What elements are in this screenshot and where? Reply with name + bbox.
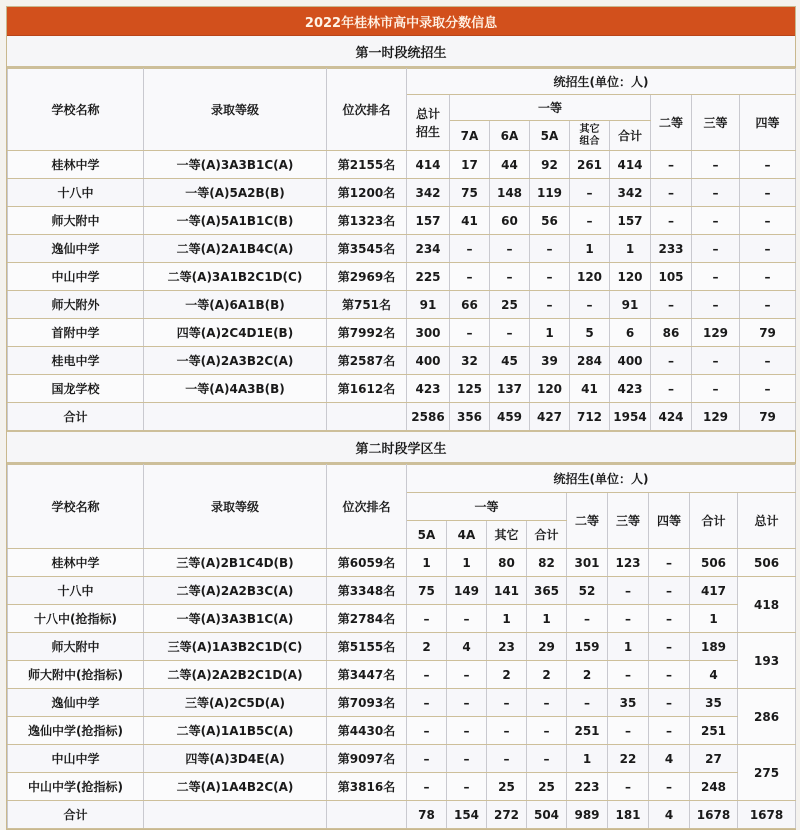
col-fourth: 四等 xyxy=(740,95,796,151)
cell: 261 xyxy=(570,151,610,179)
cell: – xyxy=(447,773,487,801)
cell: 92 xyxy=(530,151,570,179)
school-name: 桂电中学 xyxy=(8,347,144,375)
school-name: 中山中学(抢指标) xyxy=(8,773,144,801)
cell: – xyxy=(692,263,740,291)
empty-cell xyxy=(327,801,407,829)
col-school: 学校名称 xyxy=(8,69,144,151)
table-row xyxy=(8,633,796,661)
rank: 第751名 xyxy=(327,291,407,319)
grand-total-cell: 1678 xyxy=(738,801,796,829)
table-row xyxy=(8,291,796,319)
admission-level: 二等(A)1A1B5C(A) xyxy=(144,717,327,745)
rank: 第3348名 xyxy=(327,577,407,605)
cell: 248 xyxy=(690,773,738,801)
cell: 75 xyxy=(407,577,447,605)
rank: 第7992名 xyxy=(327,319,407,347)
cell: 29 xyxy=(527,633,567,661)
cell: 424 xyxy=(651,403,692,431)
cell: 79 xyxy=(740,319,796,347)
cell: 80 xyxy=(487,549,527,577)
cell: 25 xyxy=(487,773,527,801)
cell: – xyxy=(450,235,490,263)
cell: 1 xyxy=(690,605,738,633)
col-group: 统招生(单位：人) xyxy=(407,465,796,493)
col-fourth: 四等 xyxy=(649,493,690,549)
cell: 284 xyxy=(570,347,610,375)
cell: – xyxy=(649,773,690,801)
admission-level: 一等(A)3A3B1C(A) xyxy=(144,605,327,633)
cell: 120 xyxy=(610,263,651,291)
cell: 223 xyxy=(567,773,608,801)
rank: 第9097名 xyxy=(327,745,407,773)
cell: 41 xyxy=(570,375,610,403)
cell: 1678 xyxy=(690,801,738,829)
cell: – xyxy=(570,291,610,319)
school-name: 首附中学 xyxy=(8,319,144,347)
col-school: 学校名称 xyxy=(8,465,144,549)
cell: 251 xyxy=(567,717,608,745)
col-sum: 合计 xyxy=(690,493,738,549)
cell: – xyxy=(447,745,487,773)
table-row xyxy=(8,347,796,375)
school-name: 师大附外 xyxy=(8,291,144,319)
cell: – xyxy=(567,689,608,717)
cell: – xyxy=(651,207,692,235)
cell: 35 xyxy=(690,689,738,717)
totals-label: 合计 xyxy=(8,801,144,829)
table-row xyxy=(8,661,796,689)
cell: 506 xyxy=(690,549,738,577)
school-name: 国龙学校 xyxy=(8,375,144,403)
cell: 141 xyxy=(487,577,527,605)
admission-level: 一等(A)2A3B2C(A) xyxy=(144,347,327,375)
cell: – xyxy=(407,689,447,717)
cell: 4 xyxy=(649,745,690,773)
cell: – xyxy=(608,773,649,801)
cell: – xyxy=(740,235,796,263)
cell: 119 xyxy=(530,179,570,207)
col-level: 录取等级 xyxy=(144,465,327,549)
totals-row xyxy=(8,801,796,829)
admission-level: 二等(A)2A2B2C1D(A) xyxy=(144,661,327,689)
cell: 17 xyxy=(450,151,490,179)
col-third: 三等 xyxy=(608,493,649,549)
col-first: 一等 xyxy=(450,95,651,121)
cell: 1 xyxy=(567,745,608,773)
col-7a: 7A xyxy=(450,121,490,151)
cell: 120 xyxy=(570,263,610,291)
table-row xyxy=(8,207,796,235)
section2-title: 第二时段学区生 xyxy=(7,431,795,464)
cell: 25 xyxy=(527,773,567,801)
cell: – xyxy=(649,633,690,661)
cell: – xyxy=(608,577,649,605)
cell: 6 xyxy=(610,319,651,347)
cell: 417 xyxy=(690,577,738,605)
col-4a: 4A xyxy=(447,521,487,549)
rank: 第2587名 xyxy=(327,347,407,375)
table-row xyxy=(8,235,796,263)
cell: 1 xyxy=(530,319,570,347)
table-row xyxy=(8,577,796,605)
cell: – xyxy=(487,745,527,773)
col-group: 统招生(单位：人) xyxy=(407,69,796,95)
cell: – xyxy=(740,375,796,403)
col-level: 录取等级 xyxy=(144,69,327,151)
cell: 44 xyxy=(490,151,530,179)
cell: – xyxy=(567,605,608,633)
admission-level: 三等(A)1A3B2C1D(C) xyxy=(144,633,327,661)
cell: 56 xyxy=(530,207,570,235)
cell: 79 xyxy=(740,403,796,431)
col-first: 一等 xyxy=(407,493,567,521)
cell: 1 xyxy=(487,605,527,633)
admission-level: 一等(A)3A3B1C(A) xyxy=(144,151,327,179)
rank: 第1323名 xyxy=(327,207,407,235)
col-second: 二等 xyxy=(651,95,692,151)
admission-level: 三等(A)2B1C4D(B) xyxy=(144,549,327,577)
cell: 504 xyxy=(527,801,567,829)
rank: 第3447名 xyxy=(327,661,407,689)
cell: 712 xyxy=(570,403,610,431)
cell: 233 xyxy=(651,235,692,263)
admission-level: 二等(A)1A4B2C(A) xyxy=(144,773,327,801)
cell: – xyxy=(649,717,690,745)
cell: 148 xyxy=(490,179,530,207)
cell: 356 xyxy=(450,403,490,431)
cell: – xyxy=(447,689,487,717)
admission-level: 一等(A)4A3B(B) xyxy=(144,375,327,403)
cell: – xyxy=(407,605,447,633)
cell: – xyxy=(447,605,487,633)
rank: 第2784名 xyxy=(327,605,407,633)
admission-level: 三等(A)2C5D(A) xyxy=(144,689,327,717)
col-other: 其它组合 xyxy=(570,121,610,151)
col-5a: 5A xyxy=(407,521,447,549)
cell: 2 xyxy=(407,633,447,661)
cell: 1 xyxy=(610,235,651,263)
cell: – xyxy=(740,291,796,319)
cell: – xyxy=(651,291,692,319)
col-total: 总计招生 xyxy=(407,95,450,151)
table-row xyxy=(8,549,796,577)
cell: 78 xyxy=(407,801,447,829)
rank: 第6059名 xyxy=(327,549,407,577)
cell: – xyxy=(651,375,692,403)
cell: 989 xyxy=(567,801,608,829)
cell: 159 xyxy=(567,633,608,661)
grand-total-cell: 418 xyxy=(738,577,796,633)
cell: 32 xyxy=(450,347,490,375)
cell: – xyxy=(692,291,740,319)
cell: – xyxy=(530,235,570,263)
cell: – xyxy=(530,291,570,319)
cell: – xyxy=(692,375,740,403)
table-row xyxy=(8,745,796,773)
cell: – xyxy=(407,745,447,773)
cell: 41 xyxy=(450,207,490,235)
school-name: 逸仙中学 xyxy=(8,689,144,717)
cell: 154 xyxy=(447,801,487,829)
admission-level: 二等(A)2A2B3C(A) xyxy=(144,577,327,605)
cell: – xyxy=(740,347,796,375)
cell: 82 xyxy=(527,549,567,577)
table-row xyxy=(8,179,796,207)
page-title: 2022年桂林市高中录取分数信息 xyxy=(7,7,795,36)
cell: 86 xyxy=(651,319,692,347)
grand-total-cell: 286 xyxy=(738,689,796,745)
cell: – xyxy=(447,661,487,689)
cell: – xyxy=(450,263,490,291)
cell: – xyxy=(487,717,527,745)
school-name: 中山中学 xyxy=(8,745,144,773)
col-5a: 5A xyxy=(530,121,570,151)
rank: 第2969名 xyxy=(327,263,407,291)
school-name: 十八中 xyxy=(8,577,144,605)
cell: – xyxy=(608,661,649,689)
cell: 123 xyxy=(608,549,649,577)
rank: 第4430名 xyxy=(327,717,407,745)
admission-level: 一等(A)5A1B1C(B) xyxy=(144,207,327,235)
school-name: 师大附中(抢指标) xyxy=(8,661,144,689)
table-row xyxy=(8,689,796,717)
cell: 414 xyxy=(407,151,450,179)
empty-cell xyxy=(144,801,327,829)
totals-row xyxy=(8,403,796,431)
cell: – xyxy=(490,319,530,347)
cell: – xyxy=(740,207,796,235)
cell: – xyxy=(570,179,610,207)
cell: 35 xyxy=(608,689,649,717)
cell: – xyxy=(608,717,649,745)
cell: 272 xyxy=(487,801,527,829)
cell: 423 xyxy=(610,375,651,403)
empty-cell xyxy=(144,403,327,431)
cell: 137 xyxy=(490,375,530,403)
cell: – xyxy=(490,235,530,263)
cell: 365 xyxy=(527,577,567,605)
cell: 45 xyxy=(490,347,530,375)
col-third: 三等 xyxy=(692,95,740,151)
rank: 第5155名 xyxy=(327,633,407,661)
cell: 125 xyxy=(450,375,490,403)
section1-title: 第一时段统招生 xyxy=(7,36,795,68)
cell: 251 xyxy=(690,717,738,745)
cell: – xyxy=(649,577,690,605)
cell: – xyxy=(740,263,796,291)
cell: – xyxy=(608,605,649,633)
cell: – xyxy=(490,263,530,291)
cell: 91 xyxy=(407,291,450,319)
col-subtotal: 合计 xyxy=(610,121,651,151)
section2-table xyxy=(7,464,796,829)
rank: 第1612名 xyxy=(327,375,407,403)
col-rank: 位次排名 xyxy=(327,69,407,151)
cell: 2586 xyxy=(407,403,450,431)
cell: 342 xyxy=(610,179,651,207)
cell: 22 xyxy=(608,745,649,773)
cell: 301 xyxy=(567,549,608,577)
cell: 105 xyxy=(651,263,692,291)
cell: 39 xyxy=(530,347,570,375)
cell: 149 xyxy=(447,577,487,605)
school-name: 十八中(抢指标) xyxy=(8,605,144,633)
cell: 129 xyxy=(692,319,740,347)
cell: 181 xyxy=(608,801,649,829)
school-name: 逸仙中学(抢指标) xyxy=(8,717,144,745)
admission-level: 一等(A)5A2B(B) xyxy=(144,179,327,207)
cell: 66 xyxy=(450,291,490,319)
cell: 157 xyxy=(407,207,450,235)
table-row xyxy=(8,717,796,745)
cell: – xyxy=(447,717,487,745)
empty-cell xyxy=(327,403,407,431)
cell: – xyxy=(527,745,567,773)
col-rank: 位次排名 xyxy=(327,465,407,549)
cell: 4 xyxy=(649,801,690,829)
cell: 234 xyxy=(407,235,450,263)
cell: 52 xyxy=(567,577,608,605)
school-name: 桂林中学 xyxy=(8,151,144,179)
school-name: 桂林中学 xyxy=(8,549,144,577)
cell: 5 xyxy=(570,319,610,347)
cell: – xyxy=(649,549,690,577)
col-grand: 总计 xyxy=(738,493,796,549)
cell: 1 xyxy=(447,549,487,577)
cell: 120 xyxy=(530,375,570,403)
cell: 342 xyxy=(407,179,450,207)
cell: – xyxy=(407,773,447,801)
cell: – xyxy=(692,179,740,207)
cell: 2 xyxy=(487,661,527,689)
admission-sheet xyxy=(6,6,796,830)
cell: 157 xyxy=(610,207,651,235)
cell: – xyxy=(530,263,570,291)
table-row xyxy=(8,375,796,403)
cell: 60 xyxy=(490,207,530,235)
cell: – xyxy=(740,151,796,179)
admission-level: 四等(A)3D4E(A) xyxy=(144,745,327,773)
school-name: 师大附中 xyxy=(8,207,144,235)
cell: 400 xyxy=(610,347,651,375)
cell: – xyxy=(527,717,567,745)
admission-level: 二等(A)2A1B4C(A) xyxy=(144,235,327,263)
cell: – xyxy=(651,179,692,207)
col-second: 二等 xyxy=(567,493,608,549)
cell: 225 xyxy=(407,263,450,291)
rank: 第3545名 xyxy=(327,235,407,263)
table-row xyxy=(8,605,796,633)
cell: 1 xyxy=(570,235,610,263)
cell: 4 xyxy=(690,661,738,689)
rank: 第3816名 xyxy=(327,773,407,801)
cell: 459 xyxy=(490,403,530,431)
cell: 1954 xyxy=(610,403,651,431)
cell: – xyxy=(651,151,692,179)
cell: 1 xyxy=(608,633,649,661)
table-row xyxy=(8,319,796,347)
grand-total-cell: 506 xyxy=(738,549,796,577)
cell: 75 xyxy=(450,179,490,207)
cell: – xyxy=(570,207,610,235)
cell: 427 xyxy=(530,403,570,431)
admission-level: 二等(A)3A1B2C1D(C) xyxy=(144,263,327,291)
cell: – xyxy=(692,151,740,179)
section1-table xyxy=(7,68,796,431)
cell: – xyxy=(407,717,447,745)
col-other: 其它 xyxy=(487,521,527,549)
school-name: 中山中学 xyxy=(8,263,144,291)
cell: – xyxy=(649,661,690,689)
cell: – xyxy=(692,207,740,235)
cell: – xyxy=(649,605,690,633)
cell: – xyxy=(527,689,567,717)
totals-label: 合计 xyxy=(8,403,144,431)
cell: – xyxy=(651,347,692,375)
school-name: 十八中 xyxy=(8,179,144,207)
rank: 第1200名 xyxy=(327,179,407,207)
cell: 400 xyxy=(407,347,450,375)
school-name: 逸仙中学 xyxy=(8,235,144,263)
rank: 第2155名 xyxy=(327,151,407,179)
school-name: 师大附中 xyxy=(8,633,144,661)
cell: – xyxy=(649,689,690,717)
cell: 414 xyxy=(610,151,651,179)
cell: 300 xyxy=(407,319,450,347)
cell: 23 xyxy=(487,633,527,661)
grand-total-cell: 193 xyxy=(738,633,796,689)
cell: 27 xyxy=(690,745,738,773)
cell: 91 xyxy=(610,291,651,319)
cell: 4 xyxy=(447,633,487,661)
table-row xyxy=(8,263,796,291)
cell: – xyxy=(450,319,490,347)
cell: 129 xyxy=(692,403,740,431)
cell: – xyxy=(740,179,796,207)
col-6a: 6A xyxy=(490,121,530,151)
cell: 423 xyxy=(407,375,450,403)
cell: 1 xyxy=(527,605,567,633)
cell: 189 xyxy=(690,633,738,661)
cell: – xyxy=(407,661,447,689)
cell: 25 xyxy=(490,291,530,319)
cell: – xyxy=(692,347,740,375)
admission-level: 一等(A)6A1B(B) xyxy=(144,291,327,319)
cell: 1 xyxy=(407,549,447,577)
table-row xyxy=(8,773,796,801)
cell: 2 xyxy=(527,661,567,689)
cell: – xyxy=(487,689,527,717)
cell: 2 xyxy=(567,661,608,689)
table-row xyxy=(8,151,796,179)
col-subtotal: 合计 xyxy=(527,521,567,549)
admission-level: 四等(A)2C4D1E(B) xyxy=(144,319,327,347)
rank: 第7093名 xyxy=(327,689,407,717)
grand-total-cell: 275 xyxy=(738,745,796,801)
cell: – xyxy=(692,235,740,263)
